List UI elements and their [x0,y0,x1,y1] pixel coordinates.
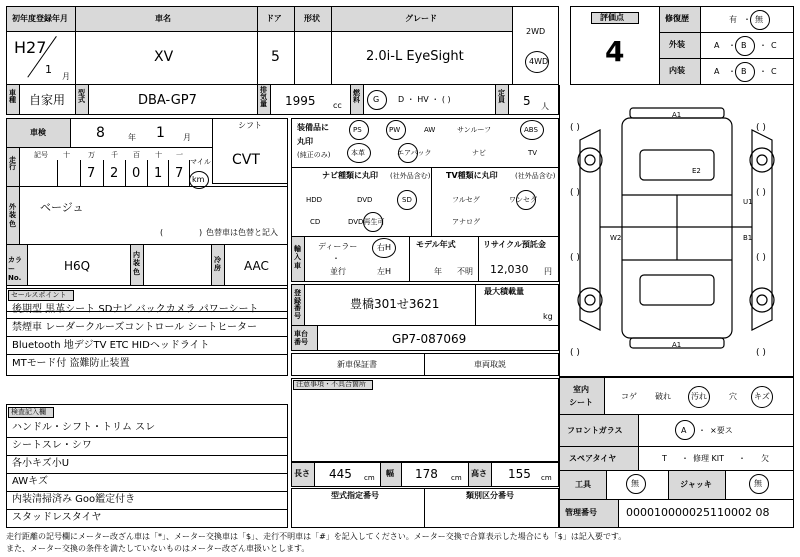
svg-text:( ): ( ) [756,188,766,198]
repair-label: 修復歴 [665,14,689,23]
divider [6,186,288,187]
mileage-digit-4: 1 [154,166,163,181]
capacity-value: 5 [523,94,531,108]
category-no-label: 類別区分番号 [466,491,514,500]
equip-aw: AW [424,126,436,134]
import-parallel: 並行 [330,267,346,276]
height-label: 高さ [471,469,487,478]
car-name: XV [154,49,174,65]
spare-t: T [662,454,667,463]
mileage-digit-5: 7 [175,166,184,181]
spare-kit: 修理 KIT [693,454,725,463]
equipment-label-3: (純正のみ) [297,151,331,159]
diagram-label-w2: W2 [610,234,622,242]
divider [6,244,288,245]
width-value: 178 [415,467,438,481]
chassis-value: GP7-087069 [392,332,467,346]
inspector-note-2: シートスレ・シワ [12,440,92,451]
capacity-label: 定員 [498,89,505,104]
width-label: 幅 [386,469,394,478]
import-dealer: ディーラー [318,242,358,251]
divider [6,285,288,286]
windshield-replace: ×要ス [710,426,733,435]
manual-label: 車両取説 [474,360,506,369]
paren-open: ( [160,228,164,237]
exterior-grade-label: 外装 [669,40,685,49]
import-dot: ・ [332,254,340,263]
car-diagram [560,100,792,370]
tools-label: 工具 [575,480,591,489]
inspector-note-4: AWキズ [12,476,48,487]
chassis-label: 車台番号 [294,330,308,347]
shape-cell [294,31,332,85]
displacement-unit: cc [333,101,342,110]
inspector-note-6: スタッドレスタイヤ [12,512,102,523]
sales-point-2: 禁煙車 レーダークルーズコントロール シートヒーター [12,322,257,333]
usage-value: 自家用 [29,93,66,107]
divider [6,455,288,456]
grade-label: グレード [405,14,437,23]
displacement-value: 1995 [285,94,316,108]
spare-missing: 欠 [761,454,769,463]
tv-note: (社外品含む) [515,172,556,180]
svg-text:( ): ( ) [570,123,580,133]
mileage-digit-3: 0 [132,166,141,181]
svg-text:( ): ( ) [570,188,580,198]
fuel-g: G [373,95,380,104]
interior-grade-b: B [741,67,747,76]
interior-color-label: 内装色 [133,251,140,276]
capacity-cell [508,84,559,115]
max-load-label: 最大積載量 [484,287,524,296]
divider [6,437,288,438]
divider [6,354,288,355]
exterior-color-label: 外装色 [9,203,16,228]
diagram-label-a1-front: A1 [672,111,682,119]
import-right-h: 右H [377,243,392,252]
inspector-note-5: 内装清掃済み Goo鑑定付き [12,494,136,505]
shape-label: 形状 [304,14,320,23]
fuel-options: D ・ HV ・ ( ) [398,95,451,104]
place-man: 万 [88,151,95,159]
equip-navi: ナビ [472,149,486,157]
sales-point-4: MTモード付 盗難防止装置 [12,358,130,369]
tv-label: TV種類に丸印 [446,171,498,180]
place-ju: 十 [155,151,162,159]
model-label: 型式 [78,89,85,104]
inspector-note-3: 各小キズ小U [12,458,70,469]
max-load-unit: kg [543,312,553,321]
divider [6,491,288,492]
notes-box [291,378,559,462]
length-label: 長さ [294,469,310,478]
import-label: 輸入車 [294,245,301,270]
management-label: 管理番号 [565,508,597,517]
model-year-label: モデル年式 [416,240,456,249]
score-label: 評価点 [600,13,624,22]
first-reg-label: 初年度登録年月 [12,14,68,23]
divider [125,160,126,187]
footer-line-1: 走行距離の記号欄にメーター改ざん車は「*」、メーター交換車は「$」、走行不明車は「#」を記入してください。メーター交換で合算表示した場合にも「$」は記入要です。 [6,532,627,541]
ac-label: 冷房 [214,256,221,273]
mileage-sub: 記号 [34,151,48,159]
mile-label: マイル [190,158,211,166]
recycle-unit: 円 [544,267,552,276]
inspection-label: 車検 [30,128,46,137]
shift-label: シフト [238,121,262,130]
width-unit: cm [451,474,462,482]
svg-text:( ): ( ) [756,123,766,133]
ac-value: AAC [244,259,269,273]
spare-dot2: ・ [738,454,746,463]
sales-point-3: Bluetooth 地デジTV ETC HIDヘッドライト [12,340,210,351]
score-value: 4 [605,35,625,68]
place-10m: 十 [63,151,70,159]
tv-oneseg: ワンセグ [509,196,537,204]
repair-yes: 有 [729,15,737,24]
divider [80,160,81,187]
svg-text:( ): ( ) [570,253,580,263]
door-label: ドア [266,14,282,23]
footer-line-2: また、メーター交換の条件を満たしていないものはメーター改ざん車扱いとします。 [6,544,310,553]
jack-label: ジャッキ [680,480,712,489]
recycle-value: 12,030 [490,263,529,276]
navi-sd: SD [402,196,412,204]
length-value: 445 [329,467,352,481]
management-value: 000010000025110002 08 [626,506,770,519]
equip-tv: TV [528,149,538,157]
exterior-grade-a: A [714,41,720,50]
equip-ps: PS [353,126,362,134]
inspector-notes-label: 検査記入欄 [11,408,46,416]
paren-close: ) [199,228,203,237]
fuel-label: 燃料 [353,89,360,104]
navi-hdd: HDD [306,196,323,204]
first-reg-era: H27 [14,38,47,57]
exterior-grade-dot1: ・ [728,41,736,50]
windshield-a: A [681,426,687,435]
equip-airbag: エアバック [397,149,432,157]
sales-point-1: 後期型 黒革シート SDナビ バックカメラ パワーシート [12,304,259,315]
divider [6,318,288,319]
jack-value: 無 [754,479,762,488]
usage-label: 車種 [9,89,16,104]
interior-grade-c: C [771,67,777,76]
seat-dirt: 汚れ [691,392,707,401]
inspection-year: 8 [96,125,105,141]
tv-analog: アナログ [452,218,480,226]
spare-label: スペアタイヤ [569,454,617,463]
interior-grade-dot1: ・ [728,67,736,76]
divider [6,147,212,148]
exterior-grade-c: C [771,41,777,50]
diagram-label-b1: B1 [743,234,753,242]
inspection-month: 1 [156,125,165,141]
navi-note: (社外品含む) [390,172,431,180]
capacity-unit: 人 [541,102,549,111]
import-left-h: 左H [377,267,392,276]
displacement-label: 排気量 [260,86,267,108]
navi-label: ナビ種類に丸印 [322,171,378,180]
inspection-month-unit: 月 [183,133,191,142]
navi-dvd: DVD [357,196,373,204]
diagram-label-e2: E2 [692,167,701,175]
exterior-grade-b: B [741,41,747,50]
repair-dot: ・ [743,15,751,24]
length-unit: cm [364,474,375,482]
divider [147,160,148,187]
height-unit: cm [541,474,552,482]
color-no: H6Q [64,259,91,273]
seat-hole: 穴 [729,392,737,401]
repaint-note: 色替車は色替と記入 [206,228,278,237]
door-count: 5 [271,49,280,65]
equip-sunroof: サンルーフ [457,126,492,134]
exterior-grade-dot2: ・ [759,41,767,50]
diagram-label-a1-rear: A1 [672,341,682,349]
divider [6,336,288,337]
seat-header [559,377,605,415]
car-name-label: 車名 [155,14,171,23]
notes-label: 注意事項・不具合箇所 [296,380,366,388]
divider [6,509,288,510]
seat-label-1: 室内 [573,385,589,394]
drive-cell [512,6,559,85]
divider [103,160,104,187]
km-unit: km [192,175,205,184]
place-ichi: 一 [176,151,183,159]
mileage-digit-2: 2 [110,166,119,181]
place-sen: 千 [111,151,118,159]
interior-grade-label: 内装 [669,66,685,75]
seat-burn: コゲ [621,392,637,401]
sales-points-label: セールスポイント [11,291,67,299]
svg-text:( ): ( ) [570,348,580,358]
equip-abs: ABS [524,126,538,134]
seat-label-2: シート [569,398,593,407]
height-value: 155 [508,467,531,481]
svg-text:( ): ( ) [756,348,766,358]
navi-dvd-play: DVD再生可 [348,218,385,226]
interior-grade-a: A [714,67,720,76]
registration-label: 登録番号 [294,289,301,321]
seat-tear: 破れ [655,392,671,401]
drive-2wd: 2WD [526,27,546,36]
first-reg-month-unit: 月 [62,72,70,81]
shift-value: CVT [232,152,260,168]
color-no-label: カラーNo. [8,256,22,283]
inspector-note-1: ハンドル・シフト・トリム スレ [12,422,156,433]
equip-leather: 本革 [351,149,365,157]
grade-value: 2.0i-L EyeSight [366,49,464,64]
divider [6,473,288,474]
equipment-label-1: 装備品に [297,123,329,132]
equipment-label-2: 丸印 [297,137,313,146]
model-year-unknown: 不明 [457,267,473,276]
navi-cd: CD [310,218,321,226]
interior-grade-dot2: ・ [759,67,767,76]
divider [168,160,169,187]
model-year-unit: 年 [434,267,442,276]
drive-4wd: 4WD [529,57,549,66]
registration-value: 豊橋301せ3621 [350,297,440,311]
tv-fullseg: フルセグ [452,196,480,204]
diagram-label-u1: U1 [743,198,753,206]
windshield-dot: ・ [698,426,706,435]
svg-text:( ): ( ) [756,253,766,263]
windshield-label: フロントガラス [567,426,623,435]
recycle-label: リサイクル預託金 [483,240,546,249]
equip-pw: PW [389,126,401,134]
spare-dot1: ・ [681,454,689,463]
repair-no: 無 [755,15,763,24]
place-hyaku: 百 [133,151,140,159]
mileage-label: 走行 [9,156,16,171]
mileage-digit-1: 7 [87,166,96,181]
seat-scratch: キズ [754,392,770,401]
model-value: DBA-GP7 [138,93,197,108]
type-no-label: 型式指定番号 [331,491,379,500]
warranty-label: 新車保証書 [337,360,377,369]
first-reg-month: 1 [45,63,52,76]
inspection-year-unit: 年 [128,133,136,142]
exterior-color: ベージュ [40,201,84,214]
divider [57,160,58,187]
tools-value: 無 [631,479,639,488]
